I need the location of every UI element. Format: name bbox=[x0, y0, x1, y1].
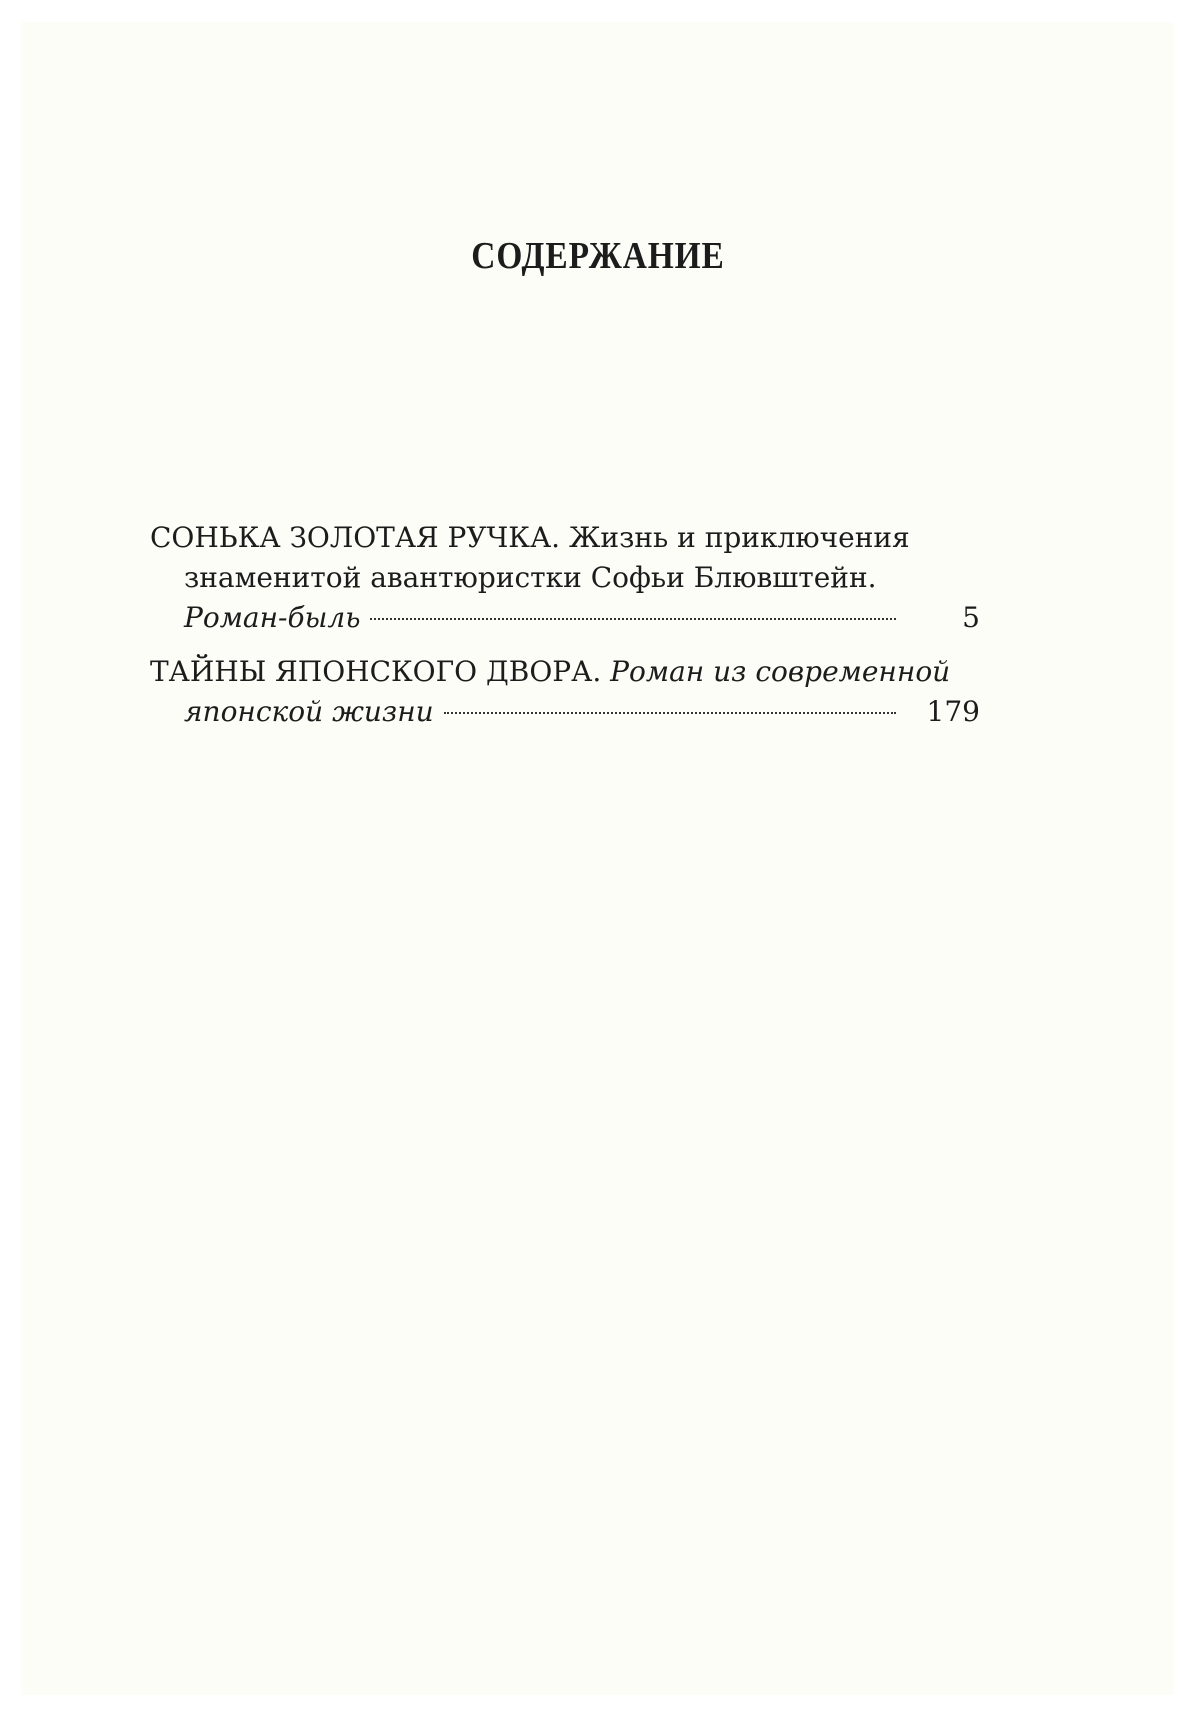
toc-entry-line bbox=[150, 518, 980, 558]
toc-page-number: 5 bbox=[962, 601, 980, 634]
dot-leader bbox=[370, 618, 896, 620]
toc-entry-description: Роман из современной bbox=[601, 655, 951, 688]
toc-entry-title: СОНЬКА ЗОЛОТАЯ РУЧКА. bbox=[150, 521, 561, 554]
toc-entry-description-continued: знаменитой авантюристки Софьи Блювштейн. bbox=[184, 561, 877, 594]
toc-entry[interactable] bbox=[150, 652, 980, 732]
toc-entry-line bbox=[150, 652, 980, 692]
book-page bbox=[22, 22, 1174, 1695]
toc-entry-subtitle: Роман-быль bbox=[184, 601, 361, 634]
toc-entry-leader-line bbox=[150, 692, 980, 732]
toc-page-number: 179 bbox=[926, 695, 980, 728]
toc-entry-leader-line bbox=[150, 598, 980, 638]
toc-entry-title: ТАЙНЫ ЯПОНСКОГО ДВОРА. bbox=[150, 655, 602, 688]
toc-entry[interactable] bbox=[150, 518, 980, 638]
page-title: СОДЕРЖАНИЕ bbox=[471, 235, 725, 277]
dot-leader bbox=[444, 712, 896, 714]
toc-entry-description-continued: японской жизни bbox=[184, 695, 434, 728]
toc-entry-description: Жизнь и приключения bbox=[560, 521, 910, 554]
